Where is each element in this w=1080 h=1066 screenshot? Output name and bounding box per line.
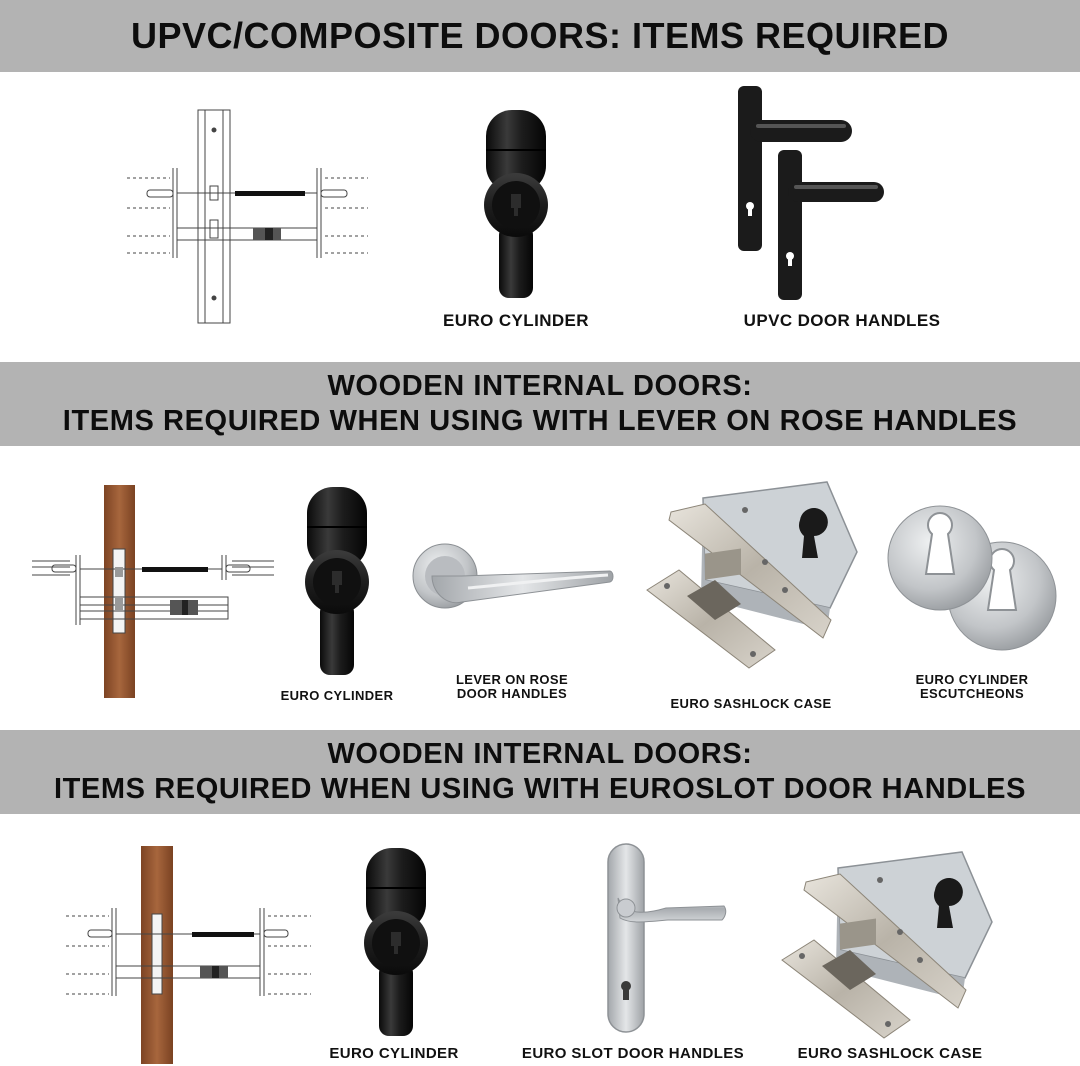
caption-euro-cylinder: EURO CYLINDER [329, 1045, 459, 1062]
sashlock-case-icon [780, 850, 995, 1040]
caption-sashlock: EURO SASHLOCK CASE [797, 1045, 983, 1062]
sashlock-case-icon [645, 480, 860, 670]
caption-escutcheons: EURO CYLINDER ESCUTCHEONS [915, 672, 1029, 702]
euro-cylinder-icon [483, 110, 549, 298]
caption-euroslot: EURO SLOT DOOR HANDLES [521, 1045, 745, 1062]
upvc-handle-pair-icon [730, 84, 890, 304]
euroslot-handle-icon [606, 842, 730, 1034]
lever-on-rose-handle-icon [412, 540, 616, 612]
euro-cylinder-icon [304, 487, 370, 675]
heading-line: WOODEN INTERNAL DOORS: [327, 370, 753, 403]
heading-line: WOODEN INTERNAL DOORS: [327, 738, 753, 771]
caption-sashlock: EURO SASHLOCK CASE [670, 696, 832, 711]
door-lock-assembly-diagram [30, 485, 278, 698]
caption-lever-on-rose: LEVER ON ROSE DOOR HANDLES [455, 672, 569, 702]
door-lock-assembly-diagram [125, 108, 375, 326]
heading-line: ITEMS REQUIRED WHEN USING WITH LEVER ON ROSE HANDLES [62, 405, 1018, 437]
heading-line: UPVC/COMPOSITE DOORS: ITEMS REQUIRED [130, 15, 950, 57]
caption-euro-cylinder: EURO CYLINDER [280, 688, 394, 703]
caption-euro-cylinder: EURO CYLINDER [443, 311, 589, 330]
heading-line: ITEMS REQUIRED WHEN USING WITH EUROSLOT DOOR HANDLES [53, 773, 1027, 805]
section-1-heading [0, 0, 1080, 72]
caption-upvc-handles: UPVC DOOR HANDLES [743, 311, 941, 330]
door-lock-assembly-diagram [64, 846, 314, 1064]
section-3-heading [0, 730, 1080, 814]
escutcheon-pair-icon [886, 504, 1058, 652]
euro-cylinder-icon [363, 848, 429, 1036]
section-2-heading [0, 362, 1080, 446]
